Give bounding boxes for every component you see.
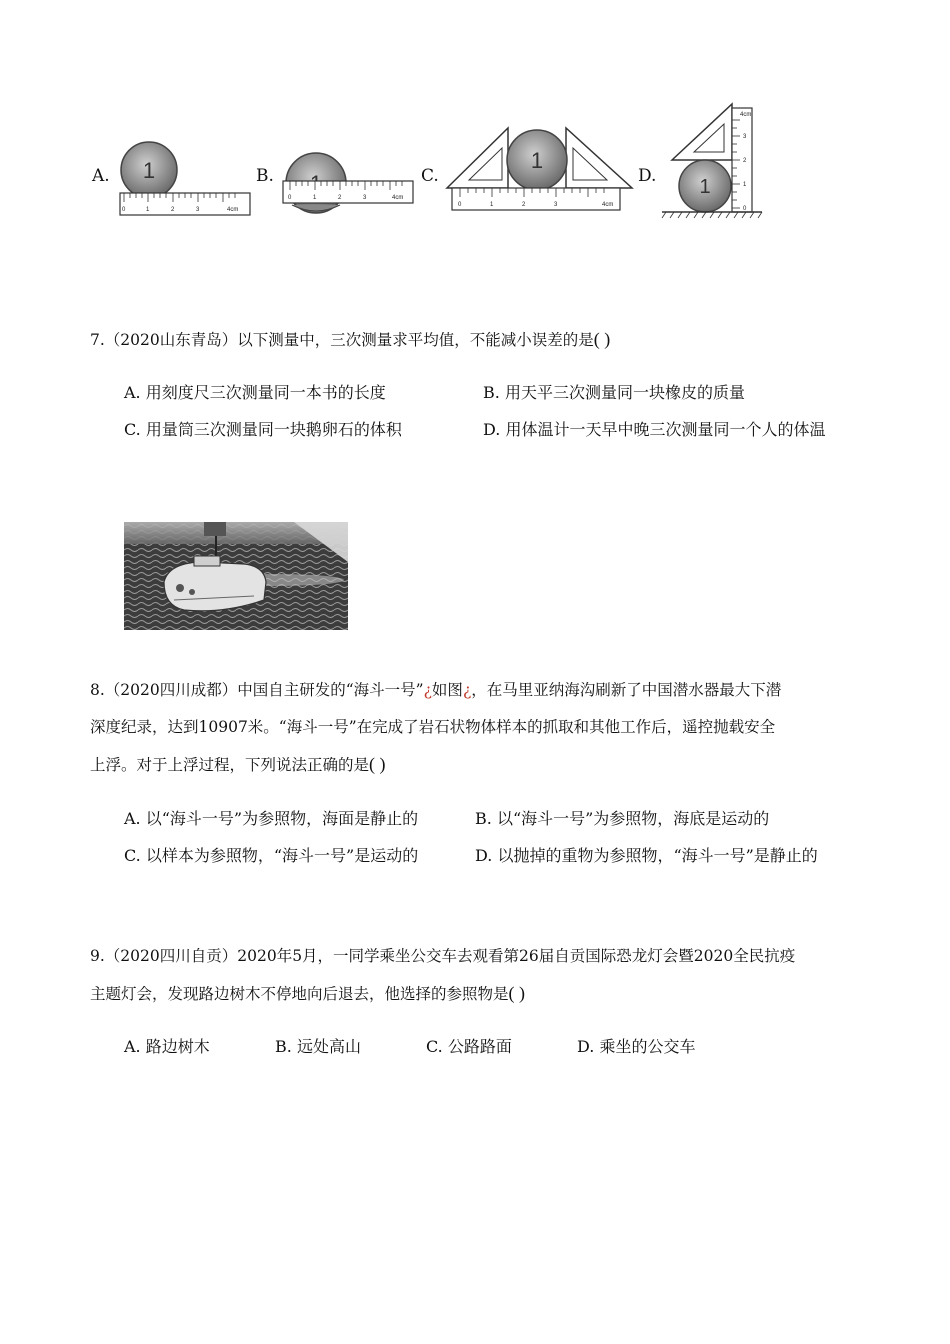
ruler-tick-label: 1 — [146, 207, 150, 213]
figure-b-coin-ruler — [278, 145, 418, 220]
figure-a-coin-ruler — [115, 140, 255, 220]
question-number: 7. — [90, 331, 105, 349]
ruler-tick-label: 0 — [458, 202, 462, 208]
ruler-tick-label: 4cm — [227, 207, 239, 213]
coin-glyph: 1 — [142, 158, 156, 183]
q7-option-d: D. 用体温计一天早中晚三次测量同一个人的体温 — [483, 420, 826, 439]
ruler-tick-label: 1 — [490, 202, 494, 208]
q9-option-a: A. 路边树木 — [124, 1037, 210, 1056]
question-text: 以下测量中，三次测量求平均值，不能减小误差的是 — [237, 331, 594, 349]
answer-blank: ( ) — [369, 754, 386, 774]
question-7-stem — [90, 321, 870, 359]
ruler-tick-label: 4cm — [392, 195, 404, 201]
ruler-tick-label: 0 — [122, 207, 126, 213]
figure-c-triangles-coin-ruler — [442, 122, 637, 220]
ruler-tick-label: 2 — [743, 158, 747, 164]
question-source: （2020山东青岛） — [104, 331, 238, 349]
ruler-tick-label: 3 — [554, 202, 558, 208]
ruler-tick-label: 1 — [743, 182, 747, 188]
ruler-tick-label: 4cm — [602, 202, 614, 208]
submarine-photo — [124, 522, 348, 630]
answer-blank: ( ) — [508, 983, 526, 1003]
q7-option-a: A. 用刻度尺三次测量同一本书的长度 — [124, 383, 386, 402]
ruler-tick-label: 3 — [363, 195, 367, 201]
question-8-line-1: 8.（2020四川成都）中国自主研发的“海斗一号”¿如图¿，在马里亚纳海沟刷新了中国潜水器最大下潜 — [90, 681, 782, 699]
ruler-tick-label: 1 — [313, 195, 317, 201]
q8-option-b: B. 以“海斗一号”为参照物，海底是运动的 — [475, 809, 770, 828]
q9-option-b: B. 远处高山 — [275, 1037, 361, 1056]
figure-option-c-label: C. — [421, 166, 439, 186]
ruler-tick-label: 3 — [743, 134, 747, 140]
encoding-mark: ¿ — [462, 681, 472, 699]
encoding-mark: ¿ — [423, 681, 432, 699]
question-9-line-2: 主题灯会，发现路边树木不停地向后退去，他选择的参照物是( ) — [90, 983, 526, 1003]
question-8-stem — [90, 672, 870, 784]
coin-glyph: 1 — [530, 148, 544, 173]
figure-option-d-label: D. — [638, 166, 657, 186]
q9-option-c: C. 公路路面 — [426, 1037, 512, 1056]
answer-blank: ( ) — [593, 329, 611, 349]
ruler-tick-label: 4cm — [740, 112, 752, 118]
ruler-tick-label: 0 — [288, 195, 292, 201]
question-9-stem — [90, 938, 870, 1013]
q9-option-d: D. 乘坐的公交车 — [577, 1037, 696, 1056]
q7-option-b: B. 用天平三次测量同一块橡皮的质量 — [483, 383, 745, 402]
ruler-tick-label: 2 — [522, 202, 526, 208]
coin-glyph: 1 — [699, 176, 711, 198]
figure-option-a-label: A. — [92, 166, 110, 186]
q7-option-c: C. 用量筒三次测量同一块鹅卵石的体积 — [124, 420, 402, 439]
ruler — [452, 188, 620, 210]
figure-option-b-label: B. — [256, 166, 274, 186]
q8-option-c: C. 以样本为参照物，“海斗一号”是运动的 — [124, 846, 419, 865]
question-8-line-3: 上浮。对于上浮过程，下列说法正确的是( ) — [90, 754, 386, 774]
question-8-line-2: 深度纪录，达到10907米。“海斗一号”在完成了岩石状物体样本的抓取和其他工作后，遥控抛载安全 — [90, 718, 776, 736]
question-9-line-1: 9.（2020四川自贡）2020年5月，一同学乘坐公交车去观看第26届自贡国际恐龙灯会暨2020全民抗疫 — [90, 947, 796, 965]
figure-d-vertical-ruler — [660, 100, 770, 220]
ruler-tick-label: 0 — [743, 206, 747, 212]
ruler-tick-label: 2 — [338, 195, 342, 201]
ruler-tick-label: 2 — [171, 207, 175, 213]
q8-option-a: A. 以“海斗一号”为参照物，海面是静止的 — [124, 809, 419, 828]
ruler-tick-label: 3 — [196, 207, 200, 213]
q8-option-d: D. 以抛掉的重物为参照物，“海斗一号”是静止的 — [475, 846, 818, 865]
